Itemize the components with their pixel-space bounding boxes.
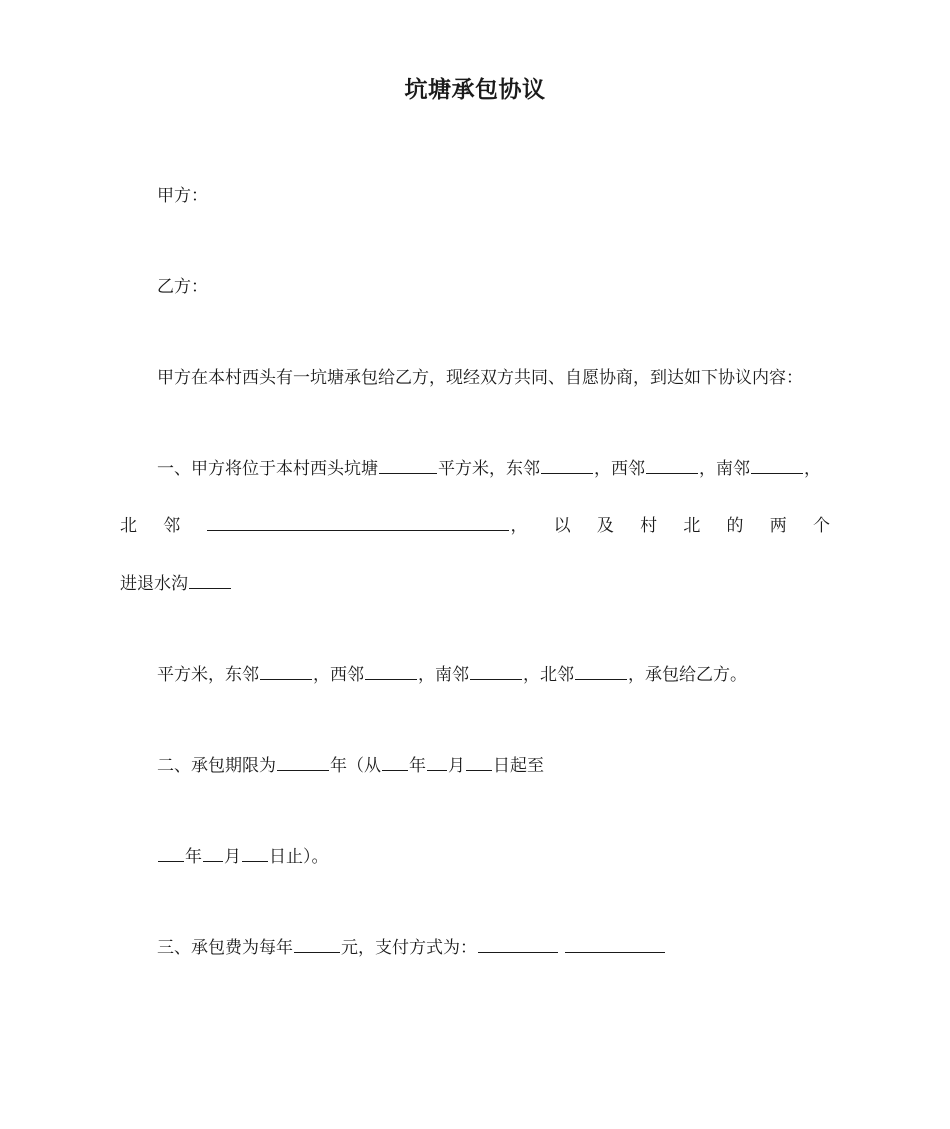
clause-1-char: 个 [812, 516, 830, 536]
clause-1-char: 北 [683, 516, 701, 536]
north-neighbor-group [206, 513, 527, 539]
clause-1-text: ，南邻 [699, 459, 750, 479]
clause-3-line-1 [157, 935, 666, 961]
ditch-north-blank [575, 662, 627, 680]
term-years-blank [277, 753, 329, 771]
clause-1-text: ，承包给乙方。 [628, 665, 747, 685]
clause-3-text: 三、承包费为每年 [157, 938, 293, 958]
start-month-blank [427, 753, 447, 771]
clause-1-char: 以 [553, 516, 571, 536]
clause-1-text: 一、甲方将位于本村西头坑塘 [157, 459, 378, 479]
clause-1-char: 村 [640, 516, 658, 536]
clause-2-text: 日止）。 [269, 847, 329, 867]
clause-1-text: ，北邻 [523, 665, 574, 685]
clause-1-char: 及 [596, 516, 614, 536]
east-neighbor-blank [541, 456, 593, 474]
clause-2-line-1 [157, 753, 544, 779]
end-month-blank [203, 844, 223, 862]
clause-2-text: 二、承包期限为 [157, 756, 276, 776]
west-neighbor-blank [646, 456, 698, 474]
clause-1-line-2 [120, 513, 830, 539]
clause-1-char: 北 [120, 516, 137, 536]
clause-2-text: 日起至 [493, 756, 544, 776]
clause-2-text: 月 [224, 847, 241, 867]
clause-2-text: 年 [409, 756, 426, 776]
clause-1-line-1 [157, 456, 821, 482]
south-neighbor-blank [751, 456, 803, 474]
area-blank [379, 456, 437, 474]
clause-1-text: 平方米，东邻 [157, 665, 259, 685]
clause-1-char: 两 [769, 516, 787, 536]
clause-1-char: 的 [726, 516, 744, 536]
clause-1-line-4 [157, 662, 747, 688]
party-a-line: 甲方： [157, 186, 208, 206]
clause-1-text: ，西邻 [594, 459, 645, 479]
clause-2-text: 年 [185, 847, 202, 867]
clause-2-line-2 [157, 844, 329, 870]
clause-1-text: ，西邻 [313, 665, 364, 685]
clause-1-line-3 [120, 571, 232, 597]
start-year-blank [382, 753, 408, 771]
start-day-blank [466, 753, 492, 771]
north-neighbor-blank [207, 513, 509, 531]
payment-method-blank-2 [565, 935, 665, 953]
payment-method-blank-1 [478, 935, 558, 953]
ditch-east-blank [260, 662, 312, 680]
ditch-west-blank [365, 662, 417, 680]
clause-1-text: ， [804, 459, 821, 479]
clause-1-char: 邻 [163, 516, 181, 536]
annual-fee-blank [294, 935, 340, 953]
intro-paragraph: 甲方在本村西头有一坑塘承包给乙方，现经双方共同、自愿协商，到达如下协议内容： [157, 368, 803, 388]
clause-2-text: 月 [448, 756, 465, 776]
clause-3-text: 元，支付方式为： [341, 938, 477, 958]
clause-2-text: 年（从 [330, 756, 381, 776]
party-b-line: 乙方： [157, 277, 208, 297]
document-title: 坑塘承包协议 [404, 77, 546, 103]
ditch-south-blank [470, 662, 522, 680]
clause-1-text: ，南邻 [418, 665, 469, 685]
clause-1-char: ， [510, 516, 528, 536]
ditch-area-blank [189, 571, 231, 589]
clause-1-text: 进退水沟 [120, 574, 188, 594]
clause-1-text: 平方米，东邻 [438, 459, 540, 479]
end-day-blank [242, 844, 268, 862]
end-year-blank [158, 844, 184, 862]
